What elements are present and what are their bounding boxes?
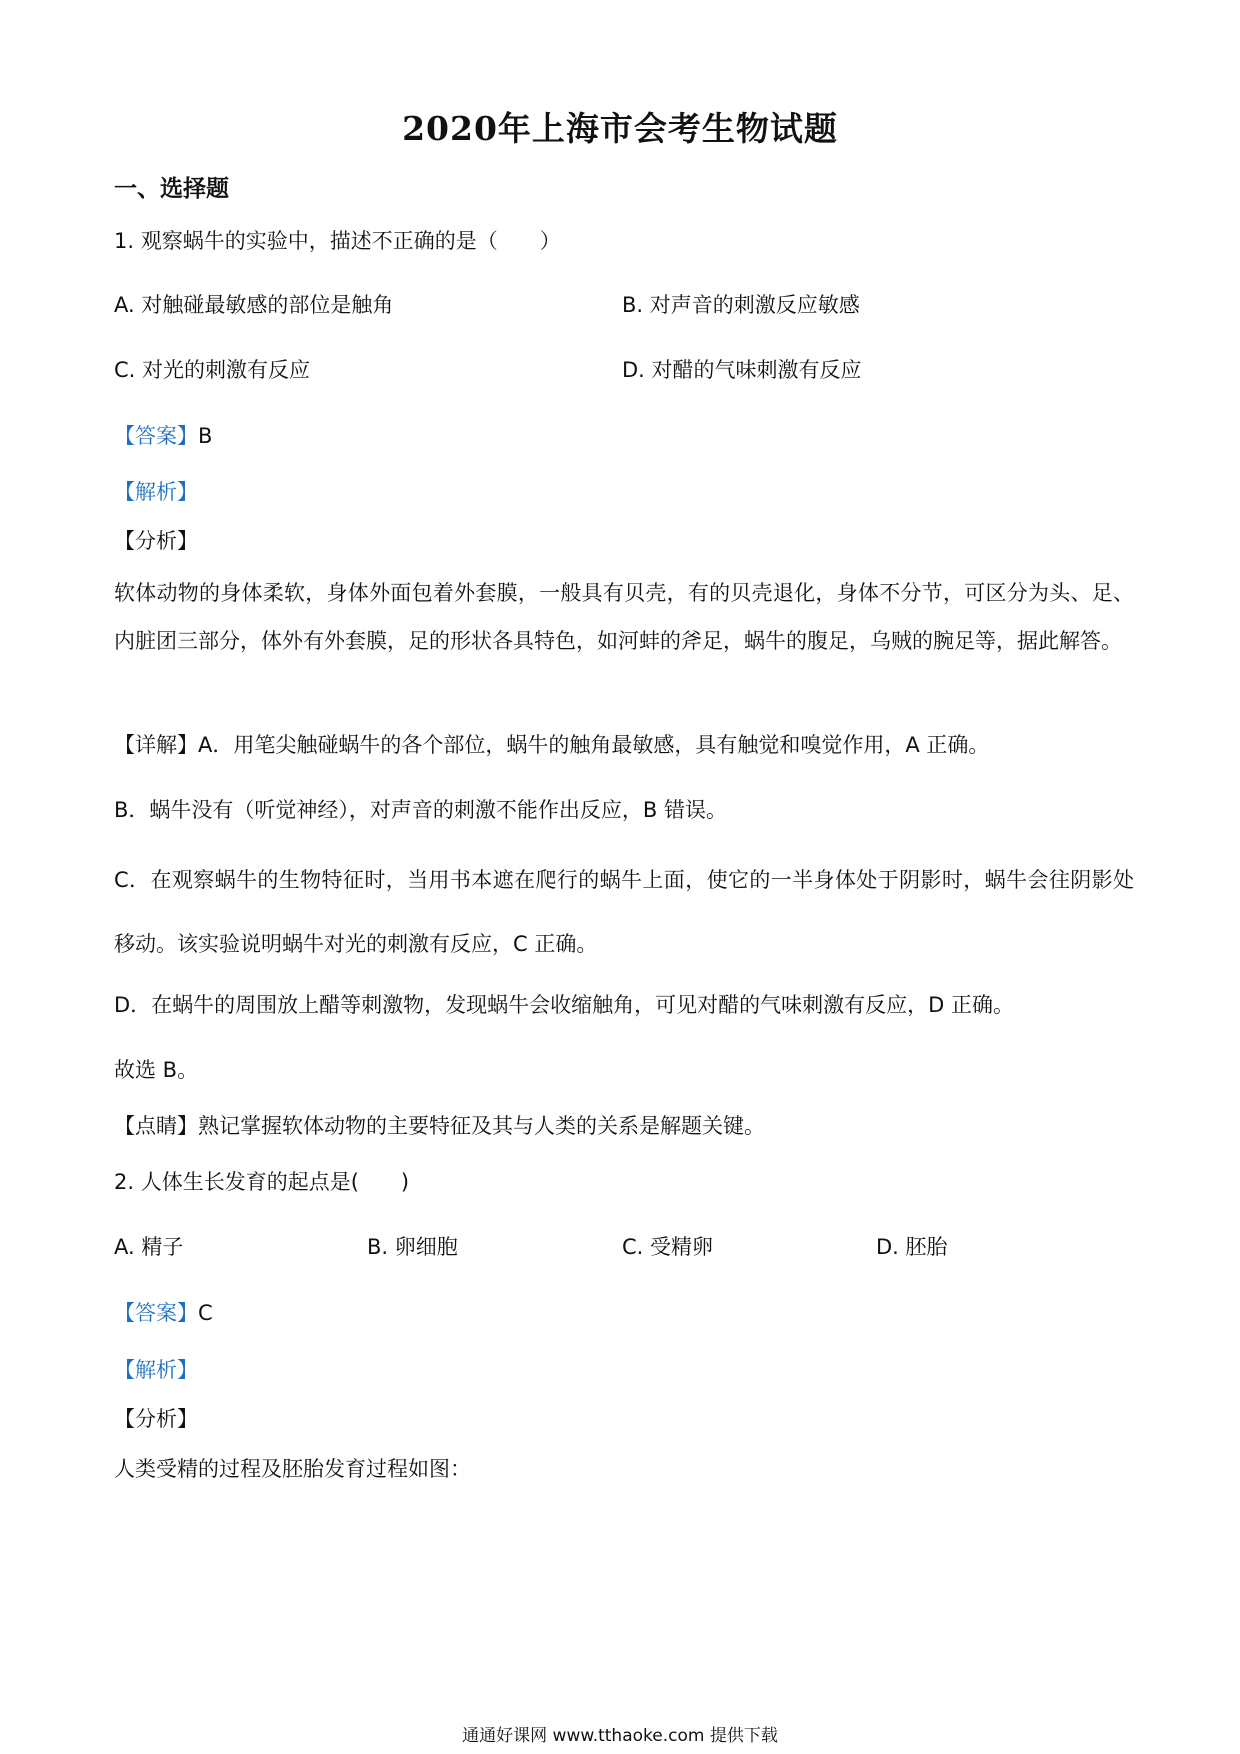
q2-analysis-tag: 【解析】 xyxy=(114,1358,198,1382)
q1-xiangjie-c: C．在观察蜗牛的生物特征时，当用书本遮在爬行的蜗牛上面，使它的一半身体处于阴影时，蜗牛会往阴影处移动。该实验说明蜗牛对光的刺激有反应，C 正确。 xyxy=(114,868,1134,956)
answer-tag: 【答案】 xyxy=(114,424,198,448)
answer-value: C xyxy=(198,1301,213,1325)
xiangjie-tag: 【详解】 xyxy=(114,733,198,757)
q1-option-d: D. 对醋的气味刺激有反应 xyxy=(622,358,862,382)
question-1-stem: 1. 观察蜗牛的实验中，描述不正确的是（ ） xyxy=(114,229,561,253)
q2-answer xyxy=(114,1298,213,1328)
q1-conclusion: 故选 B。 xyxy=(114,1058,199,1082)
q1-option-b: B. 对声音的刺激反应敏感 xyxy=(622,293,860,317)
q2-option-a: A. 精子 xyxy=(114,1235,184,1259)
question-2-stem: 2. 人体生长发育的起点是( ) xyxy=(114,1170,410,1194)
q1-fenxi-tag: 【分析】 xyxy=(114,529,198,553)
q2-fenxi-text: 人类受精的过程及胚胎发育过程如图： xyxy=(114,1457,471,1481)
q2-option-d: D. 胚胎 xyxy=(876,1235,948,1259)
q1-analysis-tag: 【解析】 xyxy=(114,480,198,504)
page-title: 2020年上海市会考生物试题 xyxy=(402,109,838,148)
xiangjie-a-text: A．用笔尖触碰蜗牛的各个部位，蜗牛的触角最敏感，具有触觉和嗅觉作用，A 正确。 xyxy=(198,733,990,757)
footer-source: 通通好课网 www.tthaoke.com 提供下载 xyxy=(462,1726,778,1746)
q1-fenxi-text: 软体动物的身体柔软，身体外面包着外套膜，一般具有贝壳，有的贝壳退化，身体不分节，可区分为头、足、内脏团三部分，体外有外套膜，足的形状各具特色，如河蚌的斧足，蜗牛的腹足，乌贼的腕足等，据此解答。 xyxy=(114,581,1134,653)
q1-answer xyxy=(114,421,212,451)
q2-fenxi-tag: 【分析】 xyxy=(114,1407,198,1431)
section-heading: 一、选择题 xyxy=(114,175,229,202)
q1-xiangjie-b: B．蜗牛没有（听觉神经），对声音的刺激不能作出反应，B 错误。 xyxy=(114,798,727,822)
q1-xiangjie-a xyxy=(114,730,989,760)
q1-xiangjie-d: D．在蜗牛的周围放上醋等刺激物，发现蜗牛会收缩触角，可见对醋的气味刺激有反应，D 正确。 xyxy=(114,993,1015,1017)
q2-option-c: C. 受精卵 xyxy=(622,1235,714,1259)
answer-value: B xyxy=(198,424,213,448)
dianjing-text: 熟记掌握软体动物的主要特征及其与人类的关系是解题关键。 xyxy=(198,1114,765,1138)
answer-tag: 【答案】 xyxy=(114,1301,198,1325)
dianjing-tag: 【点睛】 xyxy=(114,1114,198,1138)
q1-option-a: A. 对触碰最敏感的部位是触角 xyxy=(114,293,394,317)
q2-option-b: B. 卵细胞 xyxy=(367,1235,458,1259)
q1-option-c: C. 对光的刺激有反应 xyxy=(114,358,311,382)
q1-dianjing xyxy=(114,1111,765,1141)
